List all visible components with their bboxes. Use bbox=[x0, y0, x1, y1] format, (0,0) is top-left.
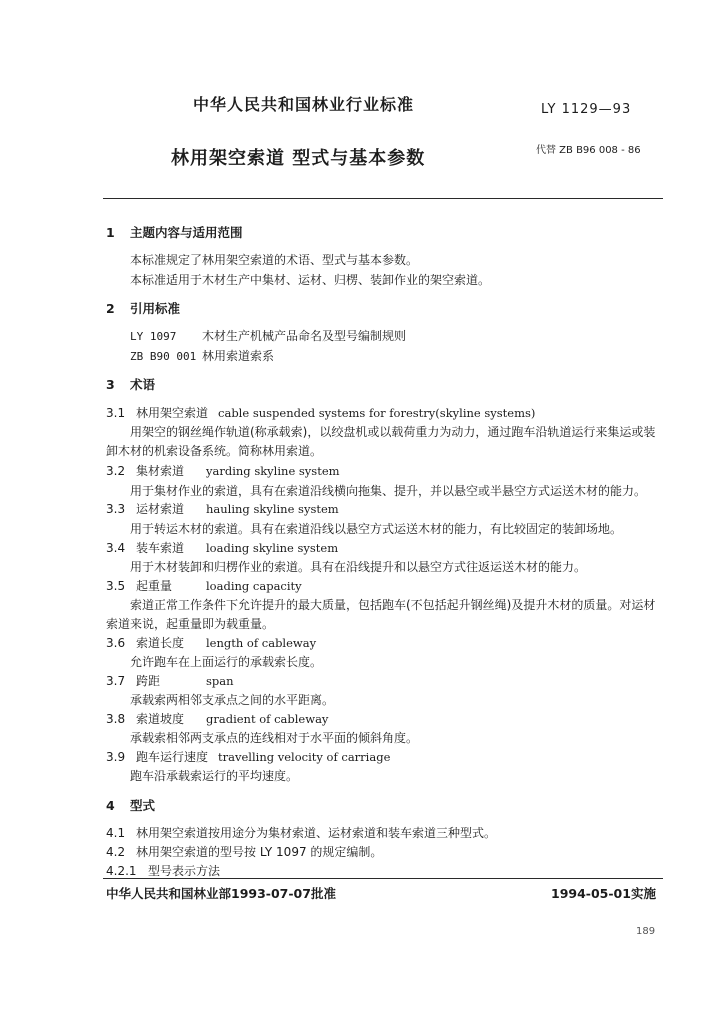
clause-item bbox=[106, 843, 382, 860]
header-divider bbox=[103, 198, 663, 199]
term-heading bbox=[106, 577, 302, 594]
section-number: 4 bbox=[106, 798, 115, 813]
section-1-heading bbox=[106, 223, 243, 241]
term-english: gradient of cableway bbox=[206, 712, 329, 726]
effective-date: 1994-05-01实施 bbox=[551, 886, 656, 901]
term-heading bbox=[106, 710, 328, 727]
clause-text: 林用架空索道按用途分为集材索道、运材索道和装车索道三种型式。 bbox=[136, 826, 497, 840]
term-chinese: 索道长度 bbox=[136, 636, 185, 650]
replaces-standard: 代替 ZB B96 008 - 86 bbox=[536, 145, 641, 156]
section-number: 2 bbox=[106, 301, 115, 316]
section-1-para-2: 本标准适用于木材生产中集材、运材、归楞、装卸作业的架空索道。 bbox=[130, 273, 491, 287]
term-chinese: 运材索道 bbox=[136, 502, 185, 516]
section-title: 术语 bbox=[130, 377, 156, 392]
footer-divider bbox=[103, 878, 663, 879]
term-definition: 跑车沿承载索运行的平均速度。 bbox=[130, 769, 299, 783]
term-english: yarding skyline system bbox=[206, 464, 340, 478]
section-title: 型式 bbox=[130, 798, 156, 813]
reference-item bbox=[130, 347, 274, 364]
standard-category-title: 中华人民共和国林业行业标准 bbox=[193, 95, 415, 114]
term-chinese: 跨距 bbox=[136, 674, 161, 688]
term-definition: 用架空的钢丝绳作轨道(称承载索)，以绞盘机或以载荷重力为动力，通过跑车沿轨道运行来集运或装卸木材的机索设备系统。简称林用索道。 bbox=[106, 425, 656, 458]
section-title: 主题内容与适用范围 bbox=[130, 225, 243, 240]
term-number: 3.9 bbox=[106, 750, 126, 764]
term-chinese: 索道坡度 bbox=[136, 712, 185, 726]
term-heading bbox=[106, 404, 535, 421]
page-number: 189 bbox=[636, 926, 656, 937]
section-number: 3 bbox=[106, 377, 115, 392]
term-definition: 承载索相邻两支承点的连线相对于水平面的倾斜角度。 bbox=[130, 731, 419, 745]
term-heading bbox=[106, 672, 234, 689]
section-3-heading bbox=[106, 375, 155, 393]
document-title: 林用架空索道 型式与基本参数 bbox=[171, 148, 426, 169]
term-definition: 用于转运木材的索道。具有在索道沿线以悬空方式运送木材的能力，有比较固定的装卸场地。 bbox=[130, 522, 623, 536]
clause-text: 型号表示方法 bbox=[148, 864, 221, 878]
term-definition: 用于木材装卸和归楞作业的索道。具有在沿线提升和以悬空方式往返运送木材的能力。 bbox=[130, 560, 587, 574]
section-2-heading bbox=[106, 299, 180, 317]
term-english: length of cableway bbox=[206, 636, 317, 650]
term-definition: 索道正常工作条件下允许提升的最大质量，包括跑车(不包括起升钢丝绳)及提升木材的质量。对运材索道来说，起重量即为载重量。 bbox=[106, 598, 656, 631]
term-english: span bbox=[206, 674, 234, 688]
term-heading bbox=[106, 748, 390, 765]
reference-code: LY 1097 bbox=[130, 330, 177, 343]
section-number: 1 bbox=[106, 225, 115, 240]
section-4-heading bbox=[106, 796, 155, 814]
term-english: cable suspended systems for forestry(skyline systems) bbox=[218, 406, 536, 420]
clause-item bbox=[106, 862, 220, 879]
section-1-para-1: 本标准规定了林用架空索道的术语、型式与基本参数。 bbox=[130, 253, 419, 267]
term-number: 3.1 bbox=[106, 406, 126, 420]
clause-item bbox=[106, 824, 496, 841]
term-number: 3.7 bbox=[106, 674, 126, 688]
term-english: loading skyline system bbox=[206, 541, 339, 555]
term-english: travelling velocity of carriage bbox=[218, 750, 391, 764]
term-definition: 承载索两相邻支承点之间的水平距离。 bbox=[130, 693, 335, 707]
term-number: 3.3 bbox=[106, 502, 126, 516]
term-number: 3.8 bbox=[106, 712, 126, 726]
clause-number: 4.2.1 bbox=[106, 864, 137, 878]
term-english: hauling skyline system bbox=[206, 502, 339, 516]
reference-title: 木材生产机械产品命名及型号编制规则 bbox=[202, 329, 407, 343]
term-heading bbox=[106, 539, 338, 556]
reference-item bbox=[130, 327, 406, 344]
term-number: 3.2 bbox=[106, 464, 126, 478]
term-number: 3.4 bbox=[106, 541, 126, 555]
term-chinese: 集材索道 bbox=[136, 464, 185, 478]
term-chinese: 装车索道 bbox=[136, 541, 185, 555]
clause-text: 林用架空索道的型号按 LY 1097 的规定编制。 bbox=[136, 845, 383, 859]
section-title: 引用标准 bbox=[130, 301, 181, 316]
term-heading bbox=[106, 500, 339, 517]
term-heading bbox=[106, 634, 316, 651]
term-chinese: 起重量 bbox=[136, 579, 173, 593]
reference-code: ZB B90 001 bbox=[130, 350, 197, 363]
term-number: 3.5 bbox=[106, 579, 126, 593]
term-heading bbox=[106, 462, 340, 479]
approval-statement: 中华人民共和国林业部1993-07-07批准 bbox=[106, 886, 336, 901]
reference-title: 林用索道索系 bbox=[202, 349, 275, 363]
clause-number: 4.1 bbox=[106, 826, 126, 840]
term-chinese: 跑车运行速度 bbox=[136, 750, 209, 764]
term-definition: 允许跑车在上面运行的承载索长度。 bbox=[130, 655, 323, 669]
term-chinese: 林用架空索道 bbox=[136, 406, 209, 420]
clause-number: 4.2 bbox=[106, 845, 126, 859]
term-number: 3.6 bbox=[106, 636, 126, 650]
term-english: loading capacity bbox=[206, 579, 302, 593]
term-definition: 用于集材作业的索道，具有在索道沿线横向拖集、提升，并以悬空或半悬空方式运送木材的能力。 bbox=[130, 484, 647, 498]
standard-code: LY 1129—93 bbox=[541, 102, 632, 117]
